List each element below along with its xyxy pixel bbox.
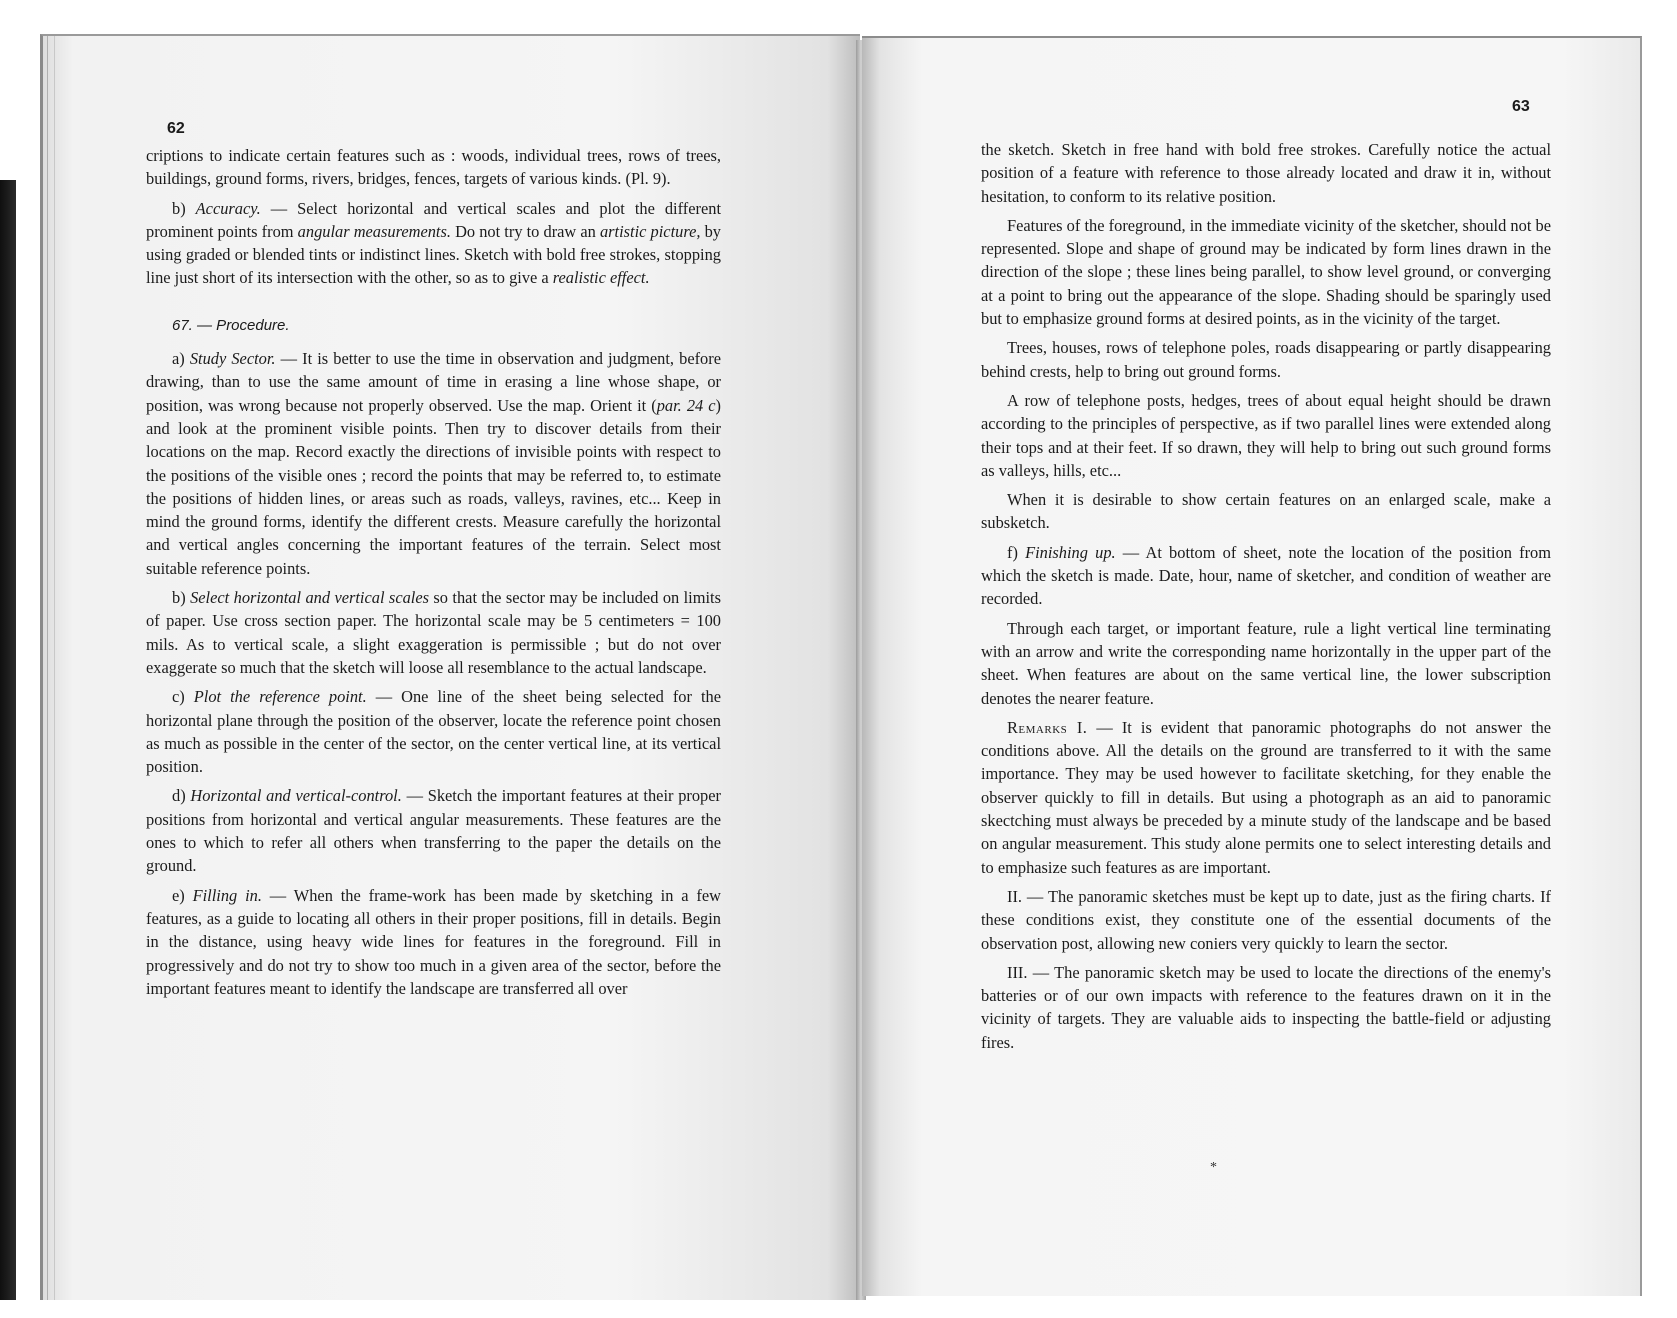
paragraph-trees-houses: Trees, houses, rows of telephone poles, roads disappearing or partly disappearing behind crests, help to bring out ground forms.: [981, 338, 1551, 381]
paragraph-vertical-line: Through each target, or important feature, rule a light vertical line terminating with an arrow and write the corresponding name horizontally in the upper part of the sheet. When features are about on the same vertical line, the lower subscription denotes the nearer feature.: [981, 618, 1551, 708]
paragraph-foreground: Features of the foreground, in the immediate vicinity of the sketcher, should not be represented. Slope and shape of ground may be indicated by form lines drawn in the direction of the slope ; these lines being parallel, to show level ground, or converging at a point to bring out the appearance of the slope. Shading should be sparingly used but to emphasize ground forms at desired points, as in the vicinity of the target.: [981, 215, 1551, 329]
paragraph-descriptions: criptions to indicate certain features such as : woods, individual trees, rows of trees, buildings, ground forms, rivers, bridges, fences, targets of various kinds. (Pl. 9).: [146, 146, 721, 189]
paragraph-remarks-one: Remarks I. — It is evident that panoramic photographs do not answer the conditions above. All the details on the ground are transferred to it with the same importance. They may be used however to facilitate sketching, for they enable the observer quickly to fill in details. But using a photograph as an aid to panoramic skectching must always be preceded by a minute study of the landscape and be based on angular measurement. This study alone permits one to select interesting details and to emphasize such features as are important.: [981, 717, 1551, 877]
left-page-text: [146, 144, 721, 1006]
page-number-right: 63: [1512, 98, 1530, 115]
right-page-text: [981, 138, 1551, 1060]
paragraph-plot-reference: c) Plot the reference point. — One line of the sheet being selected for the horizontal plane through the position of the observer, locate the reference point chosen as much as possible in the center of the sector, on the center vertical line, at its vertical position.: [146, 687, 721, 777]
paragraph-select-scales: b) Select horizontal and vertical scales so that the sector may be included on limits of paper. Use cross section paper. The horizontal scale may be 5 centimeters = 100 mils. As to vertical scale, a slight exaggeration is permissible ; but do not over exaggerate so much that the sketch will loose all resemblance to the actual landscape.: [146, 588, 721, 677]
left-page: [40, 34, 860, 1300]
paragraph-subsketch: When it is desirable to show certain features on an enlarged scale, make a subsketch.: [981, 490, 1551, 533]
paragraph-filling-in: e) Filling in. — When the frame-work has been made by sketching in a few features, as a guide to locating all others in their proper positions, fill in details. Begin in the distance, using heavy wide lines for features in the foreground. Fill in progressively and do not try to show too much in a given area of the sector, before the important features meant to identify the landscape are transferred all over: [146, 885, 721, 998]
paragraph-remarks-two: II. — The panoramic sketches must be kept up to date, just as the firing charts. If these conditions exist, they constitute one of the essential documents of the observation post, allowing new coniers very quickly to learn the sector.: [981, 886, 1551, 953]
paragraph-remarks-three: III. — The panoramic sketch may be used to locate the directions of the enemy's batteries or of our own impacts with reference to the features drawn on it in the vicinity of targets. They are valuable aids to inspecting the battle-field or adjusting fires.: [981, 962, 1551, 1052]
paragraph-telephone-posts: A row of telephone posts, hedges, trees of about equal height should be drawn according to the principles of perspective, as if two parallel lines were extended along their tops and at their feet. If so drawn, they will help to bring out such ground forms as valleys, hills, etc...: [981, 390, 1551, 480]
section-heading-procedure: 67. — Procedure.: [172, 316, 290, 334]
paragraph-accuracy: b) Accuracy. — Select horizontal and vertical scales and plot the different prominent points from angular measurements. Do not try to draw an artistic picture, by using graded or blended tints or indistinct lines. Sketch with bold free strokes, stopping line just short of its intersection with the other, so as to give a realistic effect.: [146, 198, 721, 288]
right-page: [862, 36, 1642, 1296]
paragraph-horizontal-vertical-control: d) Horizontal and vertical-control. — Sketch the important features at their proper positions from horizontal and vertical angular measurements. These features are the ones to which to refer all others when transferring to the paper the details on the ground.: [146, 786, 721, 876]
footer-mark: *: [1210, 1160, 1217, 1175]
page-number-left: 62: [167, 120, 185, 137]
book-edge-shadow: [0, 180, 16, 1300]
paragraph-sketch-continuation: the sketch. Sketch in free hand with bold free strokes. Carefully notice the actual position of a feature with reference to those already located and draw it in, without hesitation, to conform to its relative position.: [981, 140, 1551, 206]
paragraph-study-sector: a) Study Sector. — It is better to use the time in observation and judgment, before drawing, than to use the same amount of time in erasing a line whose shape, or position, was wrong because not properly observed. Use the map. Orient it (par. 24 c) and look at the prominent visible points. Then try to discover details from their locations on the map. Record exactly the directions of invisible points with respect to the positions of the visible ones ; record the points that may be referred to, to estimate the positions of hidden lines, or areas such as roads, valleys, ravines, etc... Keep in mind the ground forms, identify the different crests. Measure carefully the horizontal and vertical angles concerning the important features of the terrain. Select most suitable reference points.: [146, 349, 721, 578]
paragraph-finishing-up: f) Finishing up. — At bottom of sheet, note the location of the position from which the sketch is made. Date, hour, name of sketcher, and condition of weather are recorded.: [981, 542, 1552, 609]
